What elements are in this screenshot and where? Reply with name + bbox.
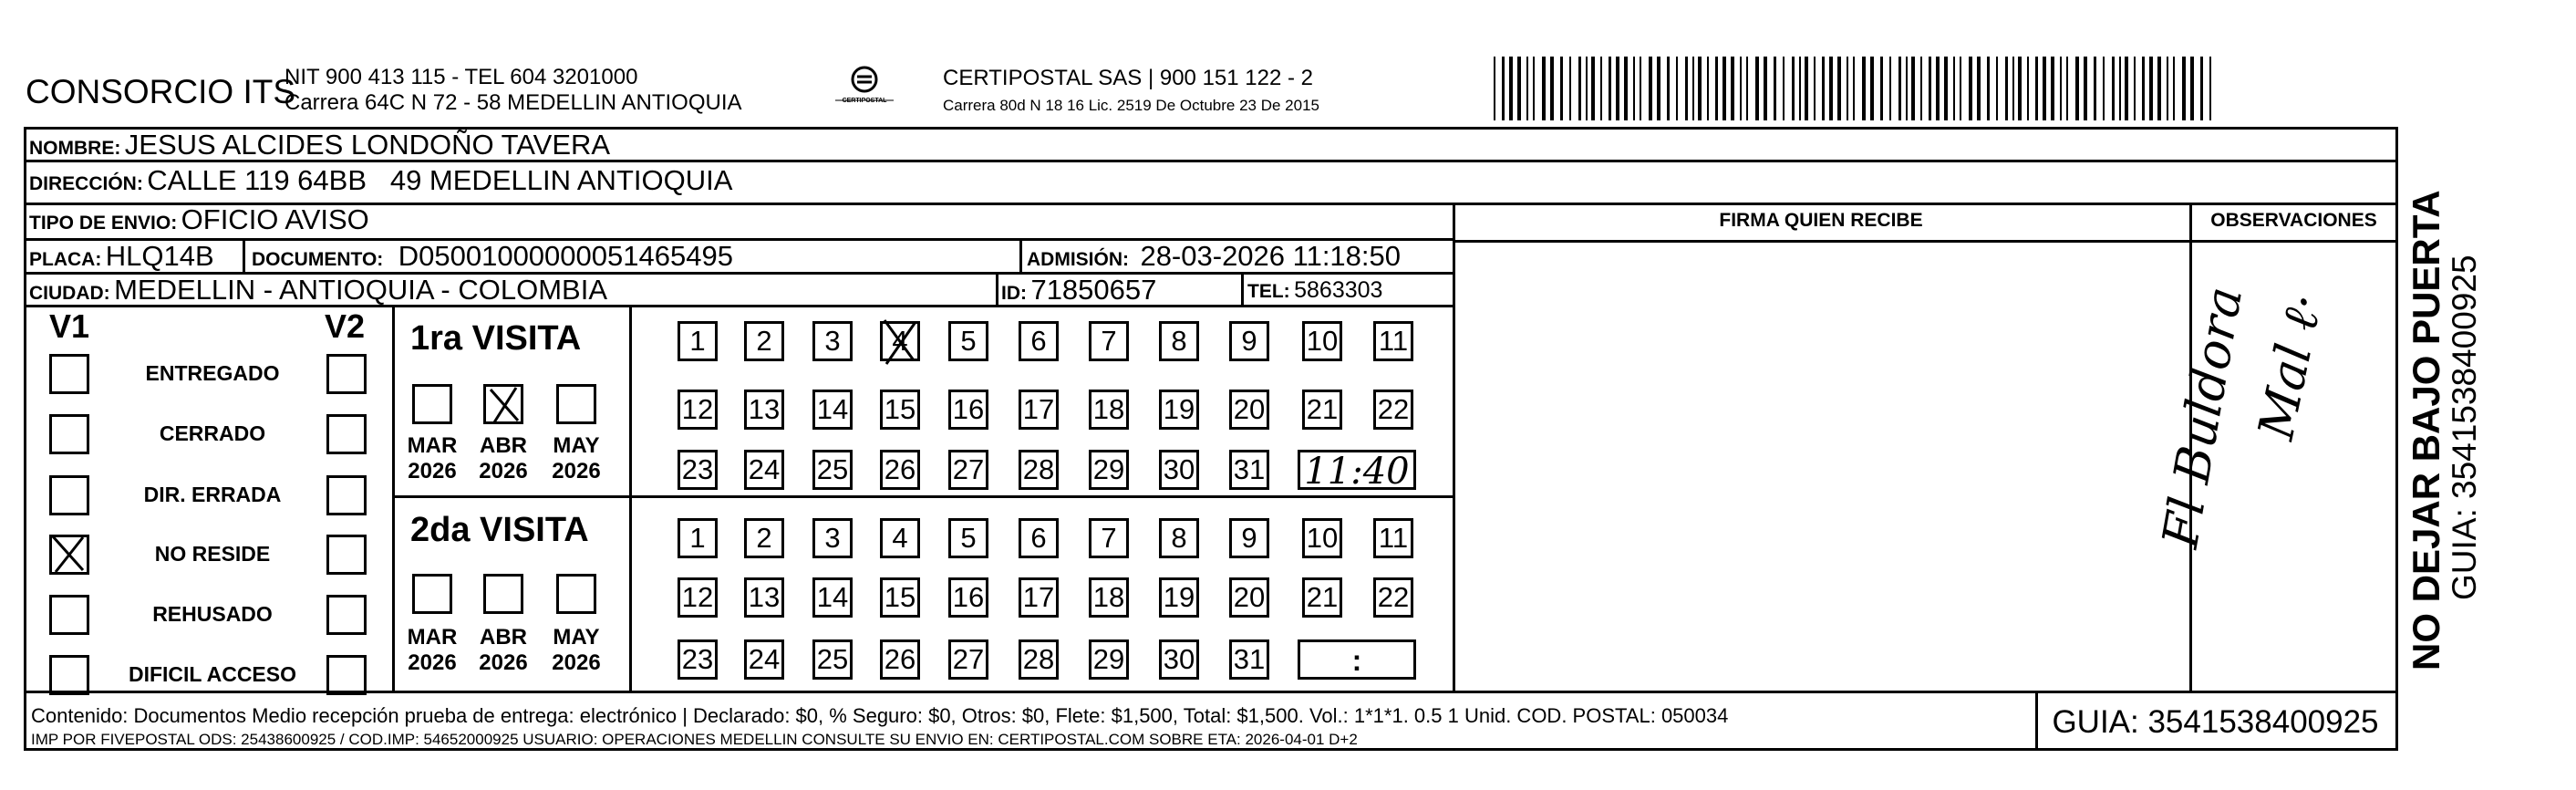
ciudad-label: CIUDAD: xyxy=(29,283,110,304)
first-visit-month-label-mar: MAR 2026 xyxy=(407,433,458,483)
second-visit-day-21[interactable]: 21 xyxy=(1302,577,1342,618)
first-visit-day-15[interactable]: 15 xyxy=(880,390,920,430)
first-visit-day-21[interactable]: 21 xyxy=(1302,390,1342,430)
first-visit-month-label-may: MAY 2026 xyxy=(552,433,601,483)
second-visit-day-2[interactable]: 2 xyxy=(744,518,784,558)
observation-line-2: Mal ℓ· xyxy=(2247,287,2334,445)
status-label-rehusado: REHUSADO xyxy=(152,602,273,626)
v1-checkbox-no-reside[interactable] xyxy=(49,535,89,575)
footer-contenido: Contenido: Documentos Medio recepción prueba de entrega: electrónico | Declarado: $0, % Seguro: $0, Otros: $0, Flete: $1,500, Total: $1,500. Vol.: 1*1*1. 0.5 1 Unid. COD. POSTAL: 050034 xyxy=(31,704,1729,727)
documento: D05001000000051465495 xyxy=(398,240,733,272)
second-visit-day-10[interactable]: 10 xyxy=(1302,518,1342,558)
second-visit-day-23[interactable]: 23 xyxy=(678,639,718,680)
second-visit-day-29[interactable]: 29 xyxy=(1089,639,1129,680)
second-visit-day-1[interactable]: 1 xyxy=(678,518,718,558)
first-visit-month-checkbox-may[interactable] xyxy=(556,384,596,424)
first-visit-day-25[interactable]: 25 xyxy=(812,450,853,490)
tipo-envio-label: TIPO DE ENVIO: xyxy=(29,213,178,234)
second-visit-month-label-mar: MAR 2026 xyxy=(407,625,458,675)
firma-header: FIRMA QUIEN RECIBE xyxy=(1719,210,1923,231)
tel-label: TEL: xyxy=(1247,281,1290,302)
first-visit-day-17[interactable]: 17 xyxy=(1019,390,1059,430)
id-label: ID: xyxy=(1001,283,1027,304)
second-visit-day-24[interactable]: 24 xyxy=(744,639,784,680)
second-visit-month-checkbox-abr[interactable] xyxy=(483,574,523,614)
v1-checkbox-entregado[interactable] xyxy=(49,354,89,394)
first-visit-day-16[interactable]: 16 xyxy=(948,390,988,430)
tipo-envio: OFICIO AVISO xyxy=(181,203,369,235)
second-visit-day-15[interactable]: 15 xyxy=(880,577,920,618)
documento-label: DOCUMENTO: xyxy=(252,249,384,270)
recipient-address: CALLE 119 64BB 49 MEDELLIN ANTIOQUIA xyxy=(147,164,733,196)
second-visit-day-8[interactable]: 8 xyxy=(1159,518,1199,558)
v2-checkbox-entregado[interactable] xyxy=(326,354,367,394)
admision-label: ADMISIÓN: xyxy=(1027,249,1129,270)
second-visit-day-26[interactable]: 26 xyxy=(880,639,920,680)
v2-header: V2 xyxy=(325,307,366,345)
first-visit-day-6[interactable]: 6 xyxy=(1019,321,1059,361)
company-nit: NIT 900 413 115 - TEL 604 3201000 xyxy=(284,65,638,89)
second-visit-month-label-abr: ABR 2026 xyxy=(479,625,528,675)
certipostal-license: Carrera 80d N 18 16 Lic. 2519 De Octubre 23 De 2015 xyxy=(943,97,1319,114)
status-label-entregado: ENTREGADO xyxy=(145,361,280,385)
status-label-cerrado: CERRADO xyxy=(159,421,266,445)
first-visit-month-checkbox-mar[interactable] xyxy=(412,384,452,424)
first-visit-day-31[interactable]: 31 xyxy=(1229,450,1269,490)
first-visit-month-checkbox-abr[interactable] xyxy=(483,384,523,424)
second-visit-day-14[interactable]: 14 xyxy=(812,577,853,618)
company-address: Carrera 64C N 72 - 58 MEDELLIN ANTIOQUIA xyxy=(284,90,742,115)
second-visit-time: : xyxy=(1351,644,1362,677)
certipostal-logo: CERTIPOSTAL xyxy=(828,64,901,111)
first-visit-time-box[interactable] xyxy=(1298,450,1416,493)
first-visit-day-18[interactable]: 18 xyxy=(1089,390,1129,430)
first-visit-day-9[interactable]: 9 xyxy=(1229,321,1269,361)
barcode xyxy=(1494,57,2223,120)
first-visit-day-23[interactable]: 23 xyxy=(678,450,718,490)
v1-header: V1 xyxy=(49,307,90,345)
second-visit-day-18[interactable]: 18 xyxy=(1089,577,1129,618)
v2-checkbox-no-reside[interactable] xyxy=(326,535,367,575)
v2-checkbox-rehusado[interactable] xyxy=(326,595,367,635)
second-visit-day-13[interactable]: 13 xyxy=(744,577,784,618)
second-visit-day-20[interactable]: 20 xyxy=(1229,577,1269,618)
placa: HLQ14B xyxy=(105,240,214,272)
tel: 5863303 xyxy=(1294,277,1383,303)
v2-checkbox-dir-errada[interactable] xyxy=(326,475,367,515)
first-visit-day-1[interactable]: 1 xyxy=(678,321,718,361)
observations-handwriting xyxy=(2151,242,2395,691)
v1-checkbox-rehusado[interactable] xyxy=(49,595,89,635)
first-visit-day-22[interactable]: 22 xyxy=(1373,390,1413,430)
side-no-dejar: NO DEJAR BAJO PUERTA xyxy=(2405,190,2447,670)
second-visit-day-30[interactable]: 30 xyxy=(1159,639,1199,680)
direccion-label: DIRECCIÓN: xyxy=(29,173,143,194)
ciudad: MEDELLIN - ANTIOQUIA - COLOMBIA xyxy=(114,274,607,306)
first-visit-day-27[interactable]: 27 xyxy=(948,450,988,490)
first-visit-day-30[interactable]: 30 xyxy=(1159,450,1199,490)
first-visit-title: 1ra VISITA xyxy=(410,319,582,358)
first-visit-day-5[interactable]: 5 xyxy=(948,321,988,361)
company-name: CONSORCIO ITS xyxy=(26,73,296,110)
first-visit-day-26[interactable]: 26 xyxy=(880,450,920,490)
status-label-dificil-acceso: DIFICIL ACCESO xyxy=(128,662,296,686)
first-visit-day-2[interactable]: 2 xyxy=(744,321,784,361)
nombre-label: NOMBRE: xyxy=(29,138,121,159)
second-visit-day-5[interactable]: 5 xyxy=(948,518,988,558)
first-visit-month-label-abr: ABR 2026 xyxy=(479,433,528,483)
first-visit-day-11[interactable]: 11 xyxy=(1373,321,1413,361)
second-visit-day-28[interactable]: 28 xyxy=(1019,639,1059,680)
first-visit-day-29[interactable]: 29 xyxy=(1089,450,1129,490)
status-label-dir-errada: DIR. ERRADA xyxy=(143,483,282,506)
second-visit-day-9[interactable]: 9 xyxy=(1229,518,1269,558)
second-visit-title: 2da VISITA xyxy=(410,511,589,549)
second-visit-month-checkbox-mar[interactable] xyxy=(412,574,452,614)
second-visit-day-4[interactable]: 4 xyxy=(880,518,920,558)
second-visit-time-box[interactable] xyxy=(1298,639,1416,680)
second-visit-day-12[interactable]: 12 xyxy=(678,577,718,618)
first-visit-day-3[interactable]: 3 xyxy=(812,321,853,361)
second-visit-month-checkbox-may[interactable] xyxy=(556,574,596,614)
first-visit-day-20[interactable]: 20 xyxy=(1229,390,1269,430)
first-visit-time: 11:40 xyxy=(1304,451,1410,493)
v2-checkbox-dificil-acceso[interactable] xyxy=(326,655,367,695)
first-visit-day-4[interactable]: 4 xyxy=(880,321,920,361)
second-visit-day-16[interactable]: 16 xyxy=(948,577,988,618)
second-visit-day-27[interactable]: 27 xyxy=(948,639,988,680)
placa-label: PLACA: xyxy=(29,249,102,270)
first-visit-day-13[interactable]: 13 xyxy=(744,390,784,430)
second-visit-day-19[interactable]: 19 xyxy=(1159,577,1199,618)
second-visit-day-22[interactable]: 22 xyxy=(1373,577,1413,618)
first-visit-day-24[interactable]: 24 xyxy=(744,450,784,490)
status-label-no-reside: NO RESIDE xyxy=(154,542,271,566)
second-visit-day-31[interactable]: 31 xyxy=(1229,639,1269,680)
second-visit-month-label-may: MAY 2026 xyxy=(552,625,601,675)
footer-imp: IMP POR FIVEPOSTAL ODS: 25438600925 / COD.IMP: 54652000925 USUARIO: OPERACIONES MEDELLIN CONSULTE SU ENVIO EN: CERTIPOSTAL.COM SOBRE ETA: 2026-04-01 D+2 xyxy=(31,731,1358,748)
second-visit-day-7[interactable]: 7 xyxy=(1089,518,1129,558)
second-visit-day-17[interactable]: 17 xyxy=(1019,577,1059,618)
first-visit-day-8[interactable]: 8 xyxy=(1159,321,1199,361)
v1-checkbox-dir-errada[interactable] xyxy=(49,475,89,515)
first-visit-day-12[interactable]: 12 xyxy=(678,390,718,430)
recipient-id: 71850657 xyxy=(1030,274,1157,306)
side-guia: GUIA: 3541538400925 xyxy=(2446,255,2483,600)
second-visit-day-25[interactable]: 25 xyxy=(812,639,853,680)
footer-guia: GUIA: 3541538400925 xyxy=(2052,704,2379,740)
second-visit-day-11[interactable]: 11 xyxy=(1373,518,1413,558)
observation-line-1: Fl Buldora xyxy=(2151,282,2254,553)
first-visit-day-7[interactable]: 7 xyxy=(1089,321,1129,361)
admision: 28-03-2026 11:18:50 xyxy=(1140,240,1402,272)
first-visit-day-19[interactable]: 19 xyxy=(1159,390,1199,430)
v1-checkbox-dificil-acceso[interactable] xyxy=(49,655,89,695)
second-visit-day-3[interactable]: 3 xyxy=(812,518,853,558)
first-visit-day-28[interactable]: 28 xyxy=(1019,450,1059,490)
observaciones-header: OBSERVACIONES xyxy=(2210,210,2377,231)
v2-checkbox-cerrado[interactable] xyxy=(326,414,367,454)
second-visit-day-6[interactable]: 6 xyxy=(1019,518,1059,558)
recipient-name: JESUS ALCIDES LONDOÑO TAVERA xyxy=(124,129,611,161)
certipostal-info: CERTIPOSTAL SAS | 900 151 122 - 2 xyxy=(943,66,1313,90)
first-visit-day-10[interactable]: 10 xyxy=(1302,321,1342,361)
first-visit-day-14[interactable]: 14 xyxy=(812,390,853,430)
v1-checkbox-cerrado[interactable] xyxy=(49,414,89,454)
